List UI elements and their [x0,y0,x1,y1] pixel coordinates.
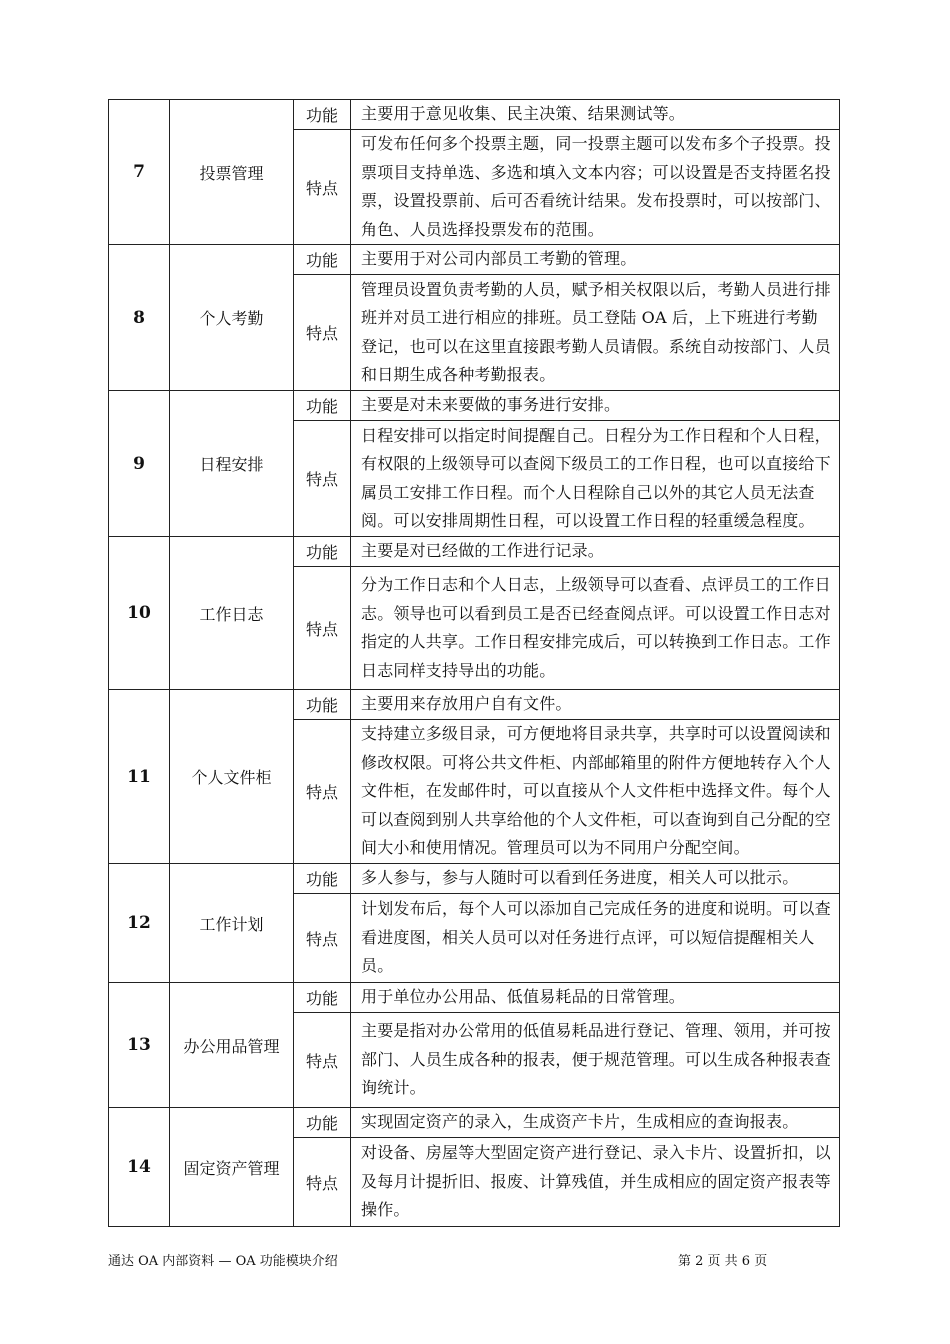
feature-label: 特点 [294,275,351,391]
module-function-row [109,690,840,720]
function-label: 功能 [294,983,351,1013]
function-label: 功能 [294,1108,351,1138]
footer-doc-title: 通达 OA 内部资料 — OA 功能模块介绍 [108,1254,338,1269]
module-function-text: 主要用来存放用户自有文件。 [351,690,840,720]
feature-label: 特点 [294,1138,351,1227]
function-label: 功能 [294,391,351,421]
module-function-text: 主要是对已经做的工作进行记录。 [351,537,840,567]
function-label: 功能 [294,690,351,720]
function-label: 功能 [294,537,351,567]
module-name: 工作计划 [170,864,294,983]
module-number: 14 [109,1108,170,1227]
module-feature-text: 对设备、房屋等大型固定资产进行登记、录入卡片、设置折扣，以及每月计提折旧、报废、计算残值，并生成相应的固定资产报表等操作。 [351,1138,840,1227]
module-function-text: 多人参与，参与人随时可以看到任务进度，相关人可以批示。 [351,864,840,894]
feature-label: 特点 [294,894,351,983]
module-function-row [109,391,840,421]
module-function-text: 实现固定资产的录入，生成资产卡片，生成相应的查询报表。 [351,1108,840,1138]
module-number: 13 [109,983,170,1108]
module-table [108,99,840,1227]
module-table-body [109,100,840,1227]
module-feature-text: 日程安排可以指定时间提醒自己。日程分为工作日程和个人日程，有权限的上级领导可以查阅下级员工的工作日程，也可以直接给下属员工安排工作日程。而个人日程除自己以外的其它人员无法查阅。可以安排周期性日程，可以设置工作日程的轻重缓急程度。 [351,421,840,537]
footer-page-number: 第 2 页 共 6 页 [678,1254,768,1269]
module-function-row [109,100,840,130]
module-function-text: 主要用于意见收集、民主决策、结果测试等。 [351,100,840,130]
module-function-text: 主要用于对公司内部员工考勤的管理。 [351,245,840,275]
module-feature-text: 主要是指对办公常用的低值易耗品进行登记、管理、领用，并可按部门、人员生成各种的报表，便于规范管理。可以生成各种报表查询统计。 [351,1013,840,1108]
module-function-text: 主要是对未来要做的事务进行安排。 [351,391,840,421]
module-number: 12 [109,864,170,983]
module-number: 9 [109,391,170,537]
module-name: 个人文件柜 [170,690,294,864]
module-feature-text: 计划发布后，每个人可以添加自己完成任务的进度和说明。可以查看进度图，相关人员可以对任务进行点评，可以短信提醒相关人员。 [351,894,840,983]
module-number: 10 [109,537,170,690]
module-number: 7 [109,100,170,245]
function-label: 功能 [294,100,351,130]
module-function-row [109,537,840,567]
module-feature-text: 可发布任何多个投票主题，同一投票主题可以发布多个子投票。投票项目支持单选、多选和填入文本内容；可以设置是否支持匿名投票，设置投票前、后可否看统计结果。发布投票时，可以按部门、角色、人员选择投票发布的范围。 [351,130,840,245]
module-feature-text: 支持建立多级目录，可方便地将目录共享，共享时可以设置阅读和修改权限。可将公共文件柜、内部邮箱里的附件方便地转存入个人文件柜，在发邮件时，可以直接从个人文件柜中选择文件。每个人可以查阅到别人共享给他的个人文件柜，可以查询到自己分配的空间大小和使用情况。管理员可以为不同用户分配空间。 [351,720,840,864]
module-name: 固定资产管理 [170,1108,294,1227]
module-name: 投票管理 [170,100,294,245]
function-label: 功能 [294,864,351,894]
module-name: 办公用品管理 [170,983,294,1108]
module-feature-text: 分为工作日志和个人日志，上级领导可以查看、点评员工的工作日志。领导也可以看到员工是否已经查阅点评。可以设置工作日志对指定的人共享。工作日程安排完成后，可以转换到工作日志。工作日志同样支持导出的功能。 [351,567,840,690]
module-function-row [109,864,840,894]
module-name: 工作日志 [170,537,294,690]
module-function-text: 用于单位办公用品、低值易耗品的日常管理。 [351,983,840,1013]
feature-label: 特点 [294,130,351,245]
feature-label: 特点 [294,1013,351,1108]
feature-label: 特点 [294,421,351,537]
module-function-row [109,245,840,275]
feature-label: 特点 [294,720,351,864]
module-number: 11 [109,690,170,864]
module-function-row [109,1108,840,1138]
module-number: 8 [109,245,170,391]
function-label: 功能 [294,245,351,275]
module-name: 个人考勤 [170,245,294,391]
module-feature-text: 管理员设置负责考勤的人员，赋予相关权限以后，考勤人员进行排班并对员工进行相应的排班。员工登陆 OA 后，上下班进行考勤登记，也可以在这里直接跟考勤人员请假。系统自动按部门、人员和日期生成各种考勤报表。 [351,275,840,391]
module-name: 日程安排 [170,391,294,537]
module-function-row [109,983,840,1013]
feature-label: 特点 [294,567,351,690]
